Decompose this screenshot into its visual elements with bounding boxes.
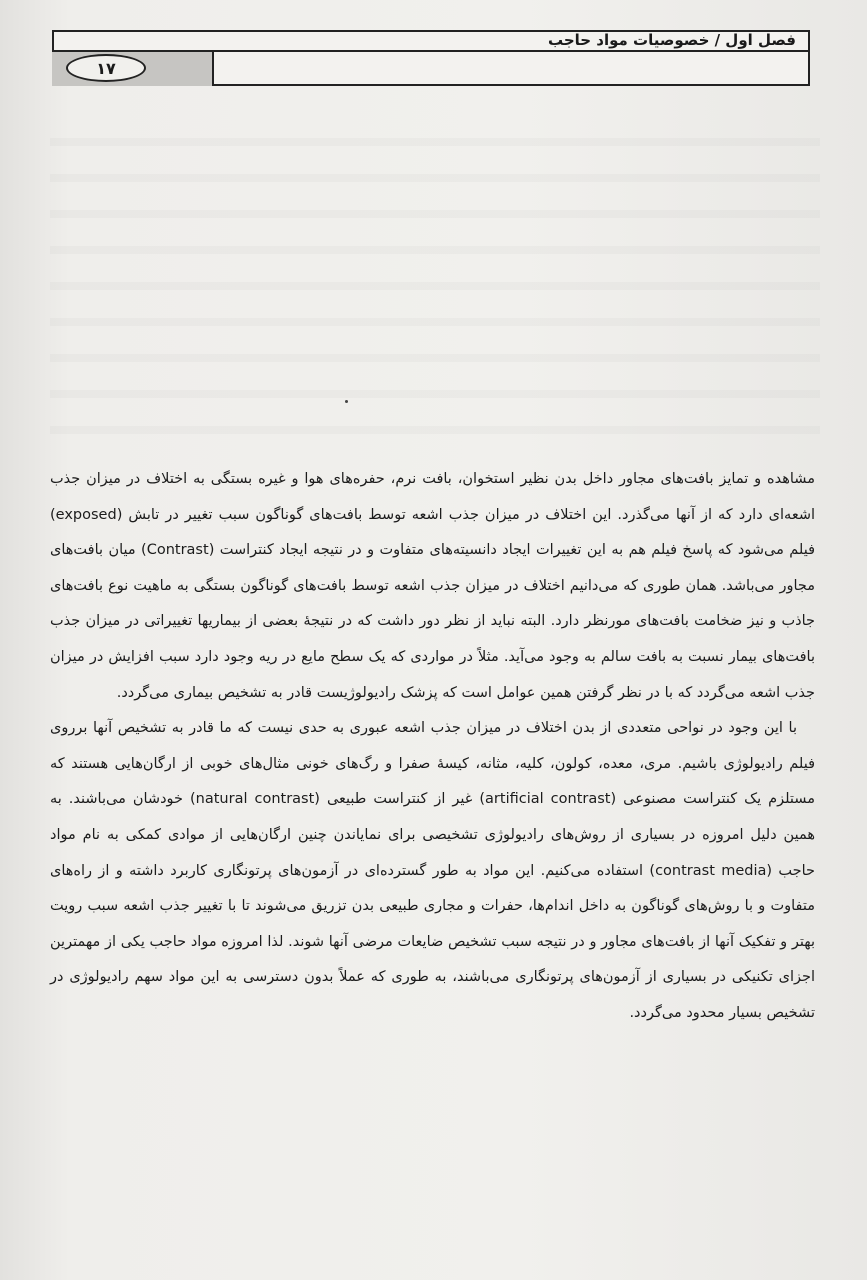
page-number: ۱۷ <box>66 54 146 82</box>
stray-dot <box>345 400 348 403</box>
paragraph-1: مشاهده و تمایز بافت‌های مجاور داخل بدن نظیر استخوان، بافت نرم، حفره‌های هوا و غیره بستگی به اختلاف در میزان جذب اشعه‌ای دارد که از آنها می‌گذرد. این اختلاف در میزان جذب اشعه توسط بافت‌های گوناگون سبب تغییر در تابش (exposed) فیلم می‌شود که پاسخ فیلم هم به این تغییرات ایجاد دانسیته‌های متفاوت و در نتیجه ایجاد کنتراست (Contrast) میان بافت‌های مجاور می‌باشد. همان طوری که می‌دانیم اختلاف در میزان جذب اشعه توسط بافت‌های گوناگون بستگی به ماهیت نوع بافت‌های جاذب و نیز ضخامت بافت‌های مورنظر دارد. البته نباید از نظر دور داشت که در نتیجهٔ بعضی از بیماریها تغییراتی در میزان جذب بافت‌های بیمار نسبت به بافت سالم به وجود می‌آید. مثلاً در مواردی که یک سطح مایع در ریه وجود دارد سبب افزایش در میزان جذب اشعه می‌گردد که با در نظر گرفتن همین عوامل است که پزشک رادیولوژیست قادر به تشخیص بیماری می‌گردد. <box>50 471 815 701</box>
paragraph-2: با این وجود در نواحی متعددی از بدن اختلاف در میزان جذب اشعه عبوری به حدی نیست که ما قادر به تشخیص آنها برروی فیلم رادیولوژی باشیم. مری، معده، کولون، کلیه، مثانه، کیسهٔ صفرا و رگ‌های خونی مثال‌های خوبی از ارگان‌هایی هستند که مستلزم یک کنتراست مصنوعی (artificial contrast) غیر از کنتراست طبیعی (natural contrast) خودشان می‌باشند. به همین دلیل امروزه در بسیاری از روش‌های رادیولوژی تشخیصی برای نمایاندن چنین ارگان‌هایی از موادی کمکی به نام مواد حاجب (contrast media) استفاده می‌کنیم. این مواد به طور گسترده‌ای در آزمون‌های پرتونگاری کاربرد داشته و از راه‌های متفاوت و با روش‌های گوناگون به داخل اندام‌ها، حفرات و مجاری طبیعی بدن تزریق می‌شوند تا با تغییر جذب اشعه سبب رویت بهتر و تفکیک آنها از بافت‌های مجاور و در نتیجه سبب تشخیص ضایعات مرضی آنها شوند. لذا امروزه مواد حاجب یکی از مهمترین اجزای تکنیکی در بسیاری از آزمون‌های پرتونگاری می‌باشند، به طوری که عملاً بدون دسترسی به این مواد سهم رادیولوژی در تشخیص بسیار محدود می‌گردد. <box>50 720 816 1021</box>
running-header <box>52 30 810 86</box>
bleed-through-area <box>50 110 820 450</box>
header-divider <box>214 50 810 52</box>
chapter-title: فصل اول / خصوصیات مواد حاجب <box>547 31 796 49</box>
body-text <box>50 462 815 1032</box>
